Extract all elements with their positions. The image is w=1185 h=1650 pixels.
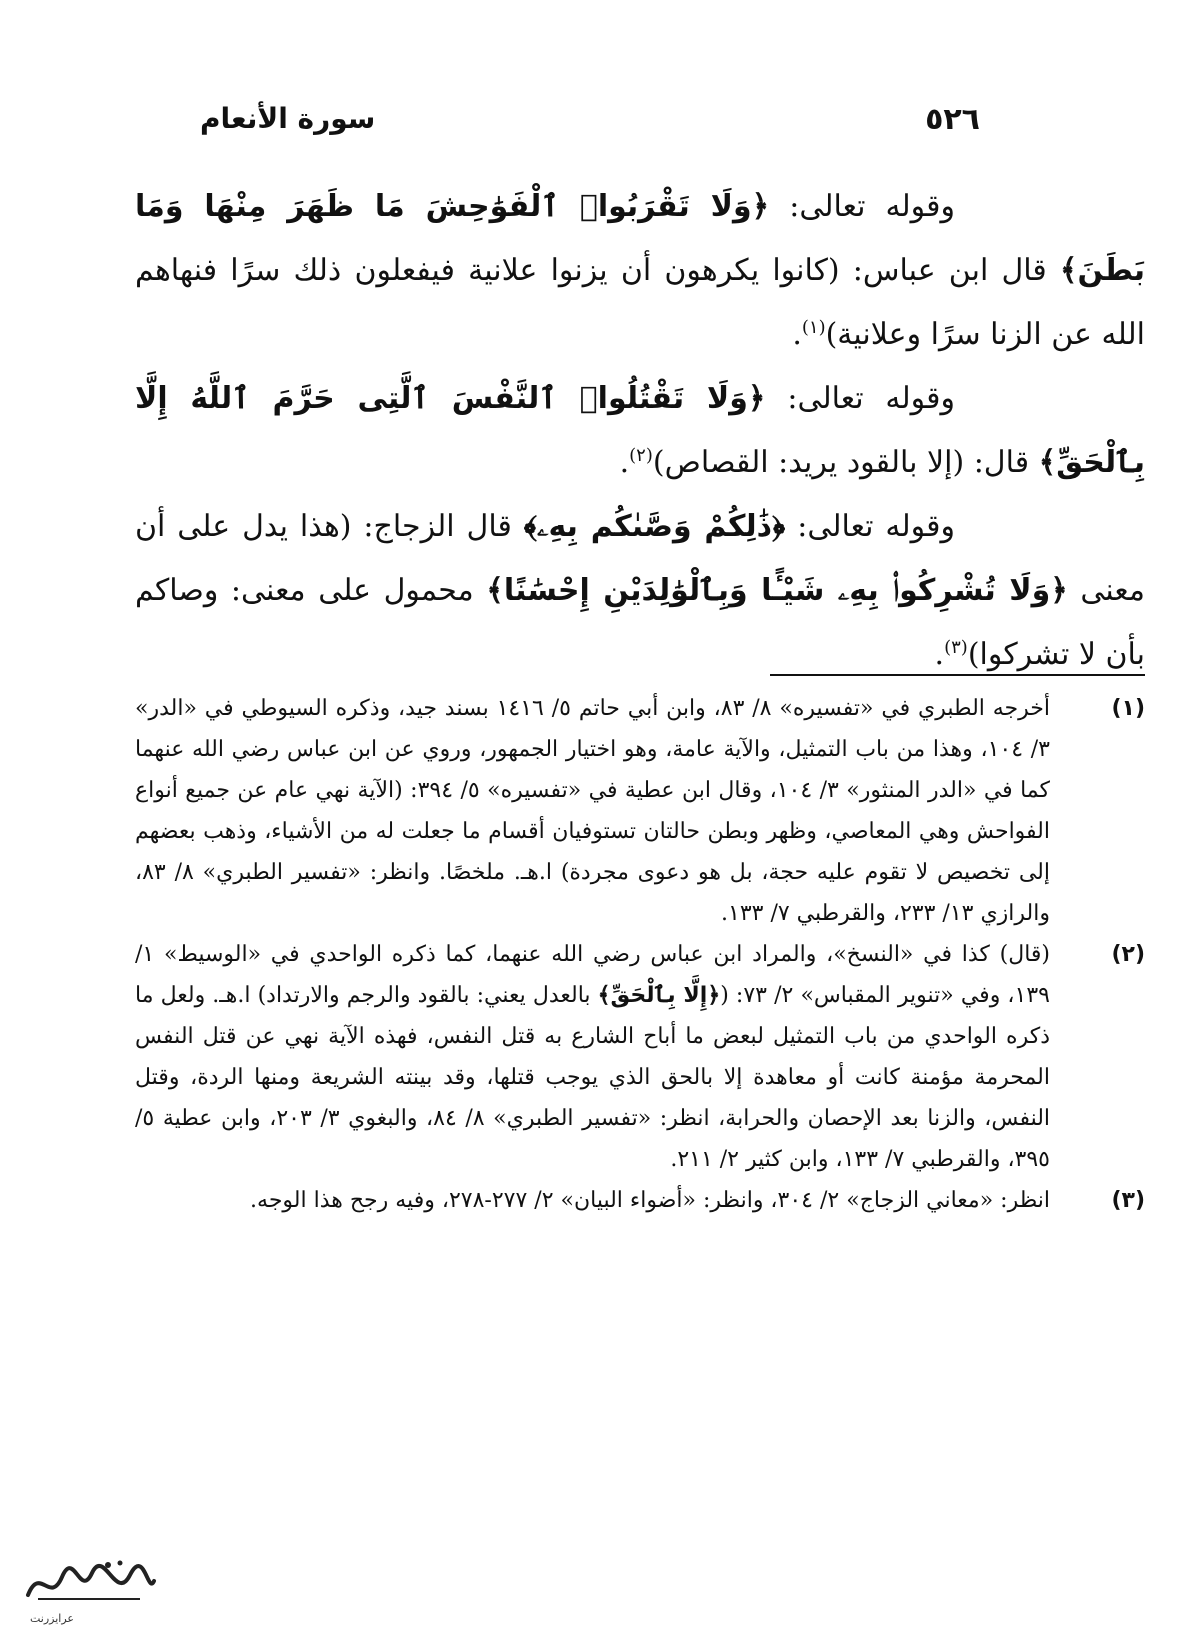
footnote-ref[interactable]: (٢) (629, 445, 653, 466)
paragraph-3-lead: وقوله تعالى: (785, 509, 955, 544)
quran-verse: ﴿وَلَا تَقْرَبُوا۟ ٱلْفَوَٰحِشَ مَا ظَهَرَ مِنْهَا وَمَا بَطَنَ﴾ (135, 189, 1145, 288)
footnotes (135, 688, 1145, 1221)
paragraph-2-end: . (619, 445, 630, 480)
footnote-1 (135, 688, 1145, 934)
quran-verse: ﴿وَلَا تَقْتُلُوا۟ ٱلنَّفْسَ ٱلَّتِى حَرَّمَ ٱللَّهُ إِلَّا بِٱلْحَقِّ﴾ (135, 381, 1145, 480)
footnote-divider (770, 674, 1145, 676)
paragraph-1 (135, 175, 1145, 367)
paragraph-2-lead: وقوله تعالى: (765, 381, 955, 416)
footnote-number: (١) (1111, 696, 1145, 721)
paragraph-1-text: قال ابن عباس: (كانوا يكرهون أن يزنوا علانية فيفعلون ذلك سرًا فنهاهم الله عن الزنا سرًا وعلانية) (135, 253, 1145, 352)
footnote-2 (135, 934, 1145, 1180)
footnote-text: (قال) كذا في «النسخ»، والمراد ابن عباس رضي الله عنهما، كما ذكره الواحدي في «الوسيط» ١/ ١٣٩، وفي «تنوير المقباس» ٢/ ٧٣: ( (135, 942, 1050, 1008)
footnote-3 (135, 1180, 1145, 1221)
paragraph-2 (135, 367, 1145, 495)
publisher-logo (20, 1555, 160, 1617)
footnote-number: (٢) (1111, 942, 1145, 967)
surah-title: سورة الأنعام (200, 102, 376, 135)
paragraph-3-end: . (934, 637, 945, 672)
footnote-text-cont: بالعدل يعني: بالقود والرجم والارتداد) ا.هـ. ولعل ما ذكره الواحدي من باب التمثيل لبعض ما أباح الشارع به قتل النفس، فهذه الآية نهي عن قتل النفس المحرمة مؤمنة كانت أو معاهدة إلا بالحق الذي يوجب قتلها، وقد بينته الشريعة ومنها الردة، وقتل النفس، والزنا بعد الإحصان والحرابة، انظر: «تفسير الطبري» ٨/ ٨٤، والبغوي ٣/ ٢٠٣، وابن عطية ٥/ ٣٩٥، والقرطبي ٧/ ١٣٣، وابن كثير ٢/ ٢١١. (135, 983, 1051, 1172)
footnote-number: (٣) (1111, 1188, 1145, 1213)
page-number: ٥٢٦ (925, 102, 980, 137)
footnote-ref[interactable]: (١) (801, 317, 826, 338)
paragraph-1-lead: وقوله تعالى: (769, 189, 955, 224)
footnote-text: أخرجه الطبري في «تفسيره» ٨/ ٨٣، وابن أبي حاتم ٥/ ١٤١٦ بسند جيد، وذكره السيوطي في «الدر» ٣/ ١٠٤، وهذا من باب التمثيل، والآية عامة، وهو اختيار الجمهور، وروي عن ابن عباس رضي الله عنهما كما في «الدر المنثور» ٣/ ١٠٤، وقال ابن عطية في «تفسيره» ٥/ ٣٩٤: (الآية نهي عام عن جميع أنواع الفواحش وهي المعاصي، وظهر وبطن حالتان تستوفيان أقسام ما جعلت له من الأشياء، وذهب بعضهم إلى تخصيص لا تقوم عليه حجة، بل هو دعوى مجردة) ا.هـ. ملخصًا. وانظر: «تفسير الطبري» ٨/ ٨٣، والرازي ١٣/ ٢٣٣، والقرطبي ٧/ ١٣٣. (135, 696, 1051, 926)
page-header (200, 102, 980, 146)
quran-verse: ﴿إِلَّا بِٱلْحَقِّ﴾ (597, 983, 721, 1008)
paragraph-3-text: قال الزجاج: (هذا يدل على أن معنى (135, 509, 1145, 608)
quran-verse: ﴿ذَٰلِكُمْ وَصَّىٰكُم بِهِۦ﴾ (523, 509, 786, 544)
paragraph-3-text-2: محمول على معنى: وصاكم بأن لا تشركوا) (135, 573, 1145, 672)
quran-verse: ﴿وَلَا تُشْرِكُوا۟ بِهِۦ شَيْـًٔا وَبِٱلْوَٰلِدَيْنِ إِحْسَٰنًا﴾ (486, 573, 1068, 608)
paragraph-1-end: . (792, 317, 802, 352)
paragraph-3 (135, 495, 1145, 687)
paragraph-2-text: قال: (إلا بالقود يريد: القصاص) (652, 445, 1039, 480)
footnote-text: انظر: «معاني الزجاج» ٢/ ٣٠٤، وانظر: «أضواء البيان» ٢/ ٢٧٧-٢٧٨، وفيه رجح هذا الوجه. (250, 1188, 1050, 1213)
main-text (135, 175, 1145, 687)
logo-subtitle: عرايزرنت (30, 1612, 74, 1625)
footnote-ref[interactable]: (٣) (944, 637, 968, 658)
